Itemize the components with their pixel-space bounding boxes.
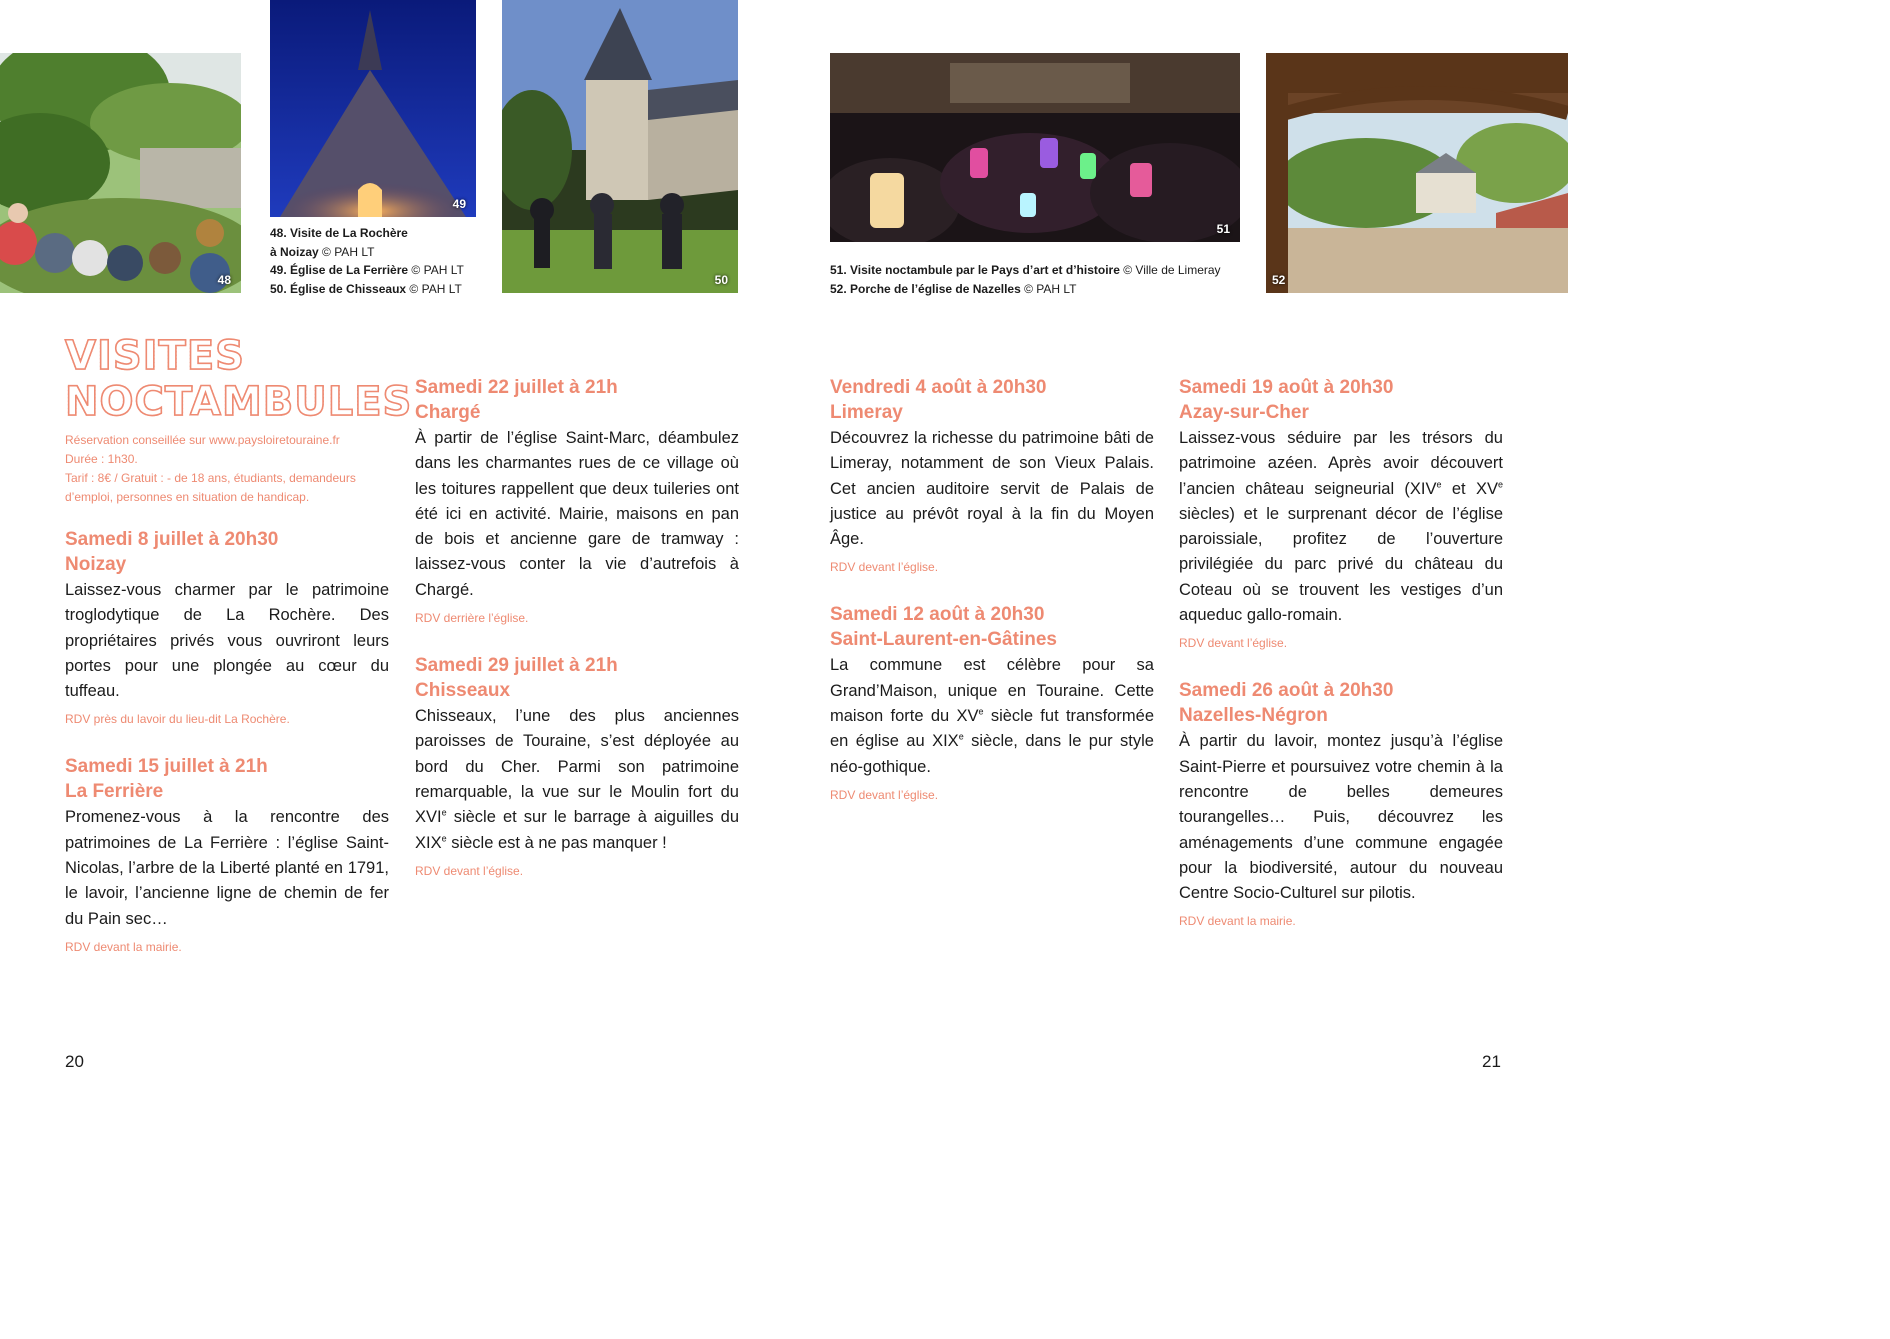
event-date: Samedi 26 août à 20h30: [1179, 680, 1394, 702]
event-meeting-point: RDV devant l’église.: [415, 863, 524, 878]
event-place: Chargé: [415, 402, 481, 423]
event-meeting-point: RDV devant l’église.: [830, 787, 939, 802]
event-place: Saint-Laurent-en-Gâtines: [830, 629, 1057, 651]
page-number-left: 20: [65, 1052, 84, 1071]
event-date: Samedi 29 juillet à 21h: [415, 655, 618, 677]
event-description: À partir du lavoir, montez jusqu’à l’église Saint-Pierre et poursuivez votre chemin à la rencontre de belles demeures tourangelles… Puis, découvrez les aménagements d’une commune engagée pour la biodiversité, autour du nouveau Centre Socio-Culturel sur pilotis.: [1179, 732, 1503, 903]
event-meeting-point: RDV derrière l’église.: [415, 611, 529, 626]
event-date: Samedi 8 juillet à 20h30: [65, 529, 279, 550]
info-line: Réservation conseillée sur www.paysloiretouraine.fr: [65, 433, 340, 447]
event-date: Samedi 22 juillet à 21h: [415, 377, 618, 398]
title-line-2: NOCTAMBULES: [65, 379, 413, 425]
event-saint-laurent: [830, 602, 1154, 803]
event-place: La Ferrière: [65, 781, 164, 803]
event-meeting-point: RDV devant la mairie.: [65, 939, 182, 954]
photo-captions-left: [270, 224, 464, 298]
column-2: [415, 375, 739, 906]
event-meeting-point: RDV devant la mairie.: [1179, 914, 1296, 929]
event-description: Laissez-vous séduire par les trésors du patrimoine azéen. Après avoir découvert l’ancien château seigneurial (XIVe et XVe siècles) et le surprenant décor de l’église paroissiale, profitez de l’ouverture privilégiée du parc privé du château du Coteau où se trouvent les vestiges d’un aqueduc gallo-romain.: [1179, 429, 1503, 625]
caption-line: 48. Visite de La Rochère: [270, 226, 408, 240]
event-chisseaux: [415, 653, 739, 880]
photo-number: 51: [1216, 222, 1230, 236]
column-3: [830, 375, 1154, 830]
info-line: Tarif : 8€ / Gratuit : - de 18 ans, étudiants, demandeurs: [65, 471, 356, 485]
event-meeting-point: RDV près du lavoir du lieu-dit La Rochère.: [65, 712, 290, 727]
event-place: Chisseaux: [415, 680, 511, 702]
event-la-ferriere: [65, 754, 389, 955]
event-date: Samedi 19 août à 20h30: [1179, 377, 1394, 398]
event-azay-sur-cher: [1179, 375, 1503, 652]
info-line: Durée : 1h30.: [65, 452, 138, 466]
event-description: Chisseaux, l’une des plus anciennes paroisses de Touraine, s’est déployée au bord du Cher. Parmi son patrimoine remarquable, la vue sur le Moulin fort du XVIe siècle et sur le barrage à aiguilles du XIXe siècle est à ne pas manquer !: [415, 707, 739, 852]
info-line: d’emploi, personnes en situation de handicap.: [65, 490, 310, 504]
event-limeray: [830, 375, 1154, 576]
event-place: Noizay: [65, 554, 127, 575]
photo-number: 50: [714, 273, 728, 287]
title-line-1: VISITES: [65, 333, 412, 379]
photo-51-night-lanterns: [830, 53, 1240, 242]
caption-line: 49. Église de La Ferrière © PAH LT: [270, 263, 464, 277]
event-meeting-point: RDV devant l’église.: [1179, 636, 1288, 651]
page-number-right: 21: [1482, 1052, 1501, 1071]
column-4: [1179, 375, 1503, 956]
event-place: Limeray: [830, 402, 903, 423]
event-nazelles-negron: [1179, 678, 1503, 930]
event-place: Azay-sur-Cher: [1179, 402, 1309, 423]
photo-49-church-night: [270, 0, 476, 217]
event-description: À partir de l’église Saint-Marc, déambulez dans les charmantes rues de ce village où les toitures rappellent que deux tuileries ont été ici en activité. Mairie, maisons en pan de bois et ancienne gare de tramway : laissez-vous conter la vie d’autrefois à Chargé.: [415, 429, 739, 599]
event-description: Laissez-vous charmer par le patrimoine troglodytique de La Rochère. Des propriétaires privés vous ouvriront leurs portes pour une plongée au cœur du tuffeau.: [65, 581, 389, 701]
event-place: Nazelles-Négron: [1179, 705, 1328, 727]
column-1: [65, 527, 389, 982]
event-date: Vendredi 4 août à 20h30: [830, 377, 1047, 398]
event-description: La commune est célèbre pour sa Grand’Maison, unique en Touraine. Cette maison forte du XVe siècle fut transformée en église au XIXe siècle, dans le pur style néo-gothique.: [830, 656, 1154, 776]
photo-50-church-visitors: [502, 0, 738, 293]
photo-number: 48: [217, 273, 231, 287]
event-charge: [415, 375, 739, 627]
practical-info: [65, 431, 356, 507]
event-noizay: [65, 527, 389, 728]
caption-line: 51. Visite noctambule par le Pays d’art et d’histoire © Ville de Limeray: [830, 263, 1221, 277]
photo-52-porch-view: [1266, 53, 1568, 293]
caption-line: 52. Porche de l’église de Nazelles © PAH LT: [830, 281, 1077, 296]
event-date: Samedi 15 juillet à 21h: [65, 756, 268, 778]
photo-captions-right: [830, 261, 1221, 298]
caption-line: à Noizay © PAH LT: [270, 244, 375, 259]
section-title: [65, 333, 412, 425]
event-date: Samedi 12 août à 20h30: [830, 604, 1045, 626]
event-meeting-point: RDV devant l’église.: [830, 560, 939, 575]
event-description: Promenez-vous à la rencontre des patrimoines de La Ferrière : l’église Saint-Nicolas, l’arbre de la Liberté planté en 1791, le lavoir, l’ancienne ligne de chemin de fer du Pain sec…: [65, 808, 389, 928]
photo-number: 49: [452, 197, 466, 211]
photo-48-crowd-hillside: [0, 53, 241, 293]
photo-number: 52: [1272, 273, 1286, 287]
caption-line: 50. Église de Chisseaux © PAH LT: [270, 281, 462, 296]
event-description: Découvrez la richesse du patrimoine bâti de Limeray, notamment de son Vieux Palais. Cet ancien auditoire servit de Palais de justice au prévôt royal à la fin du Moyen Âge.: [830, 429, 1154, 549]
